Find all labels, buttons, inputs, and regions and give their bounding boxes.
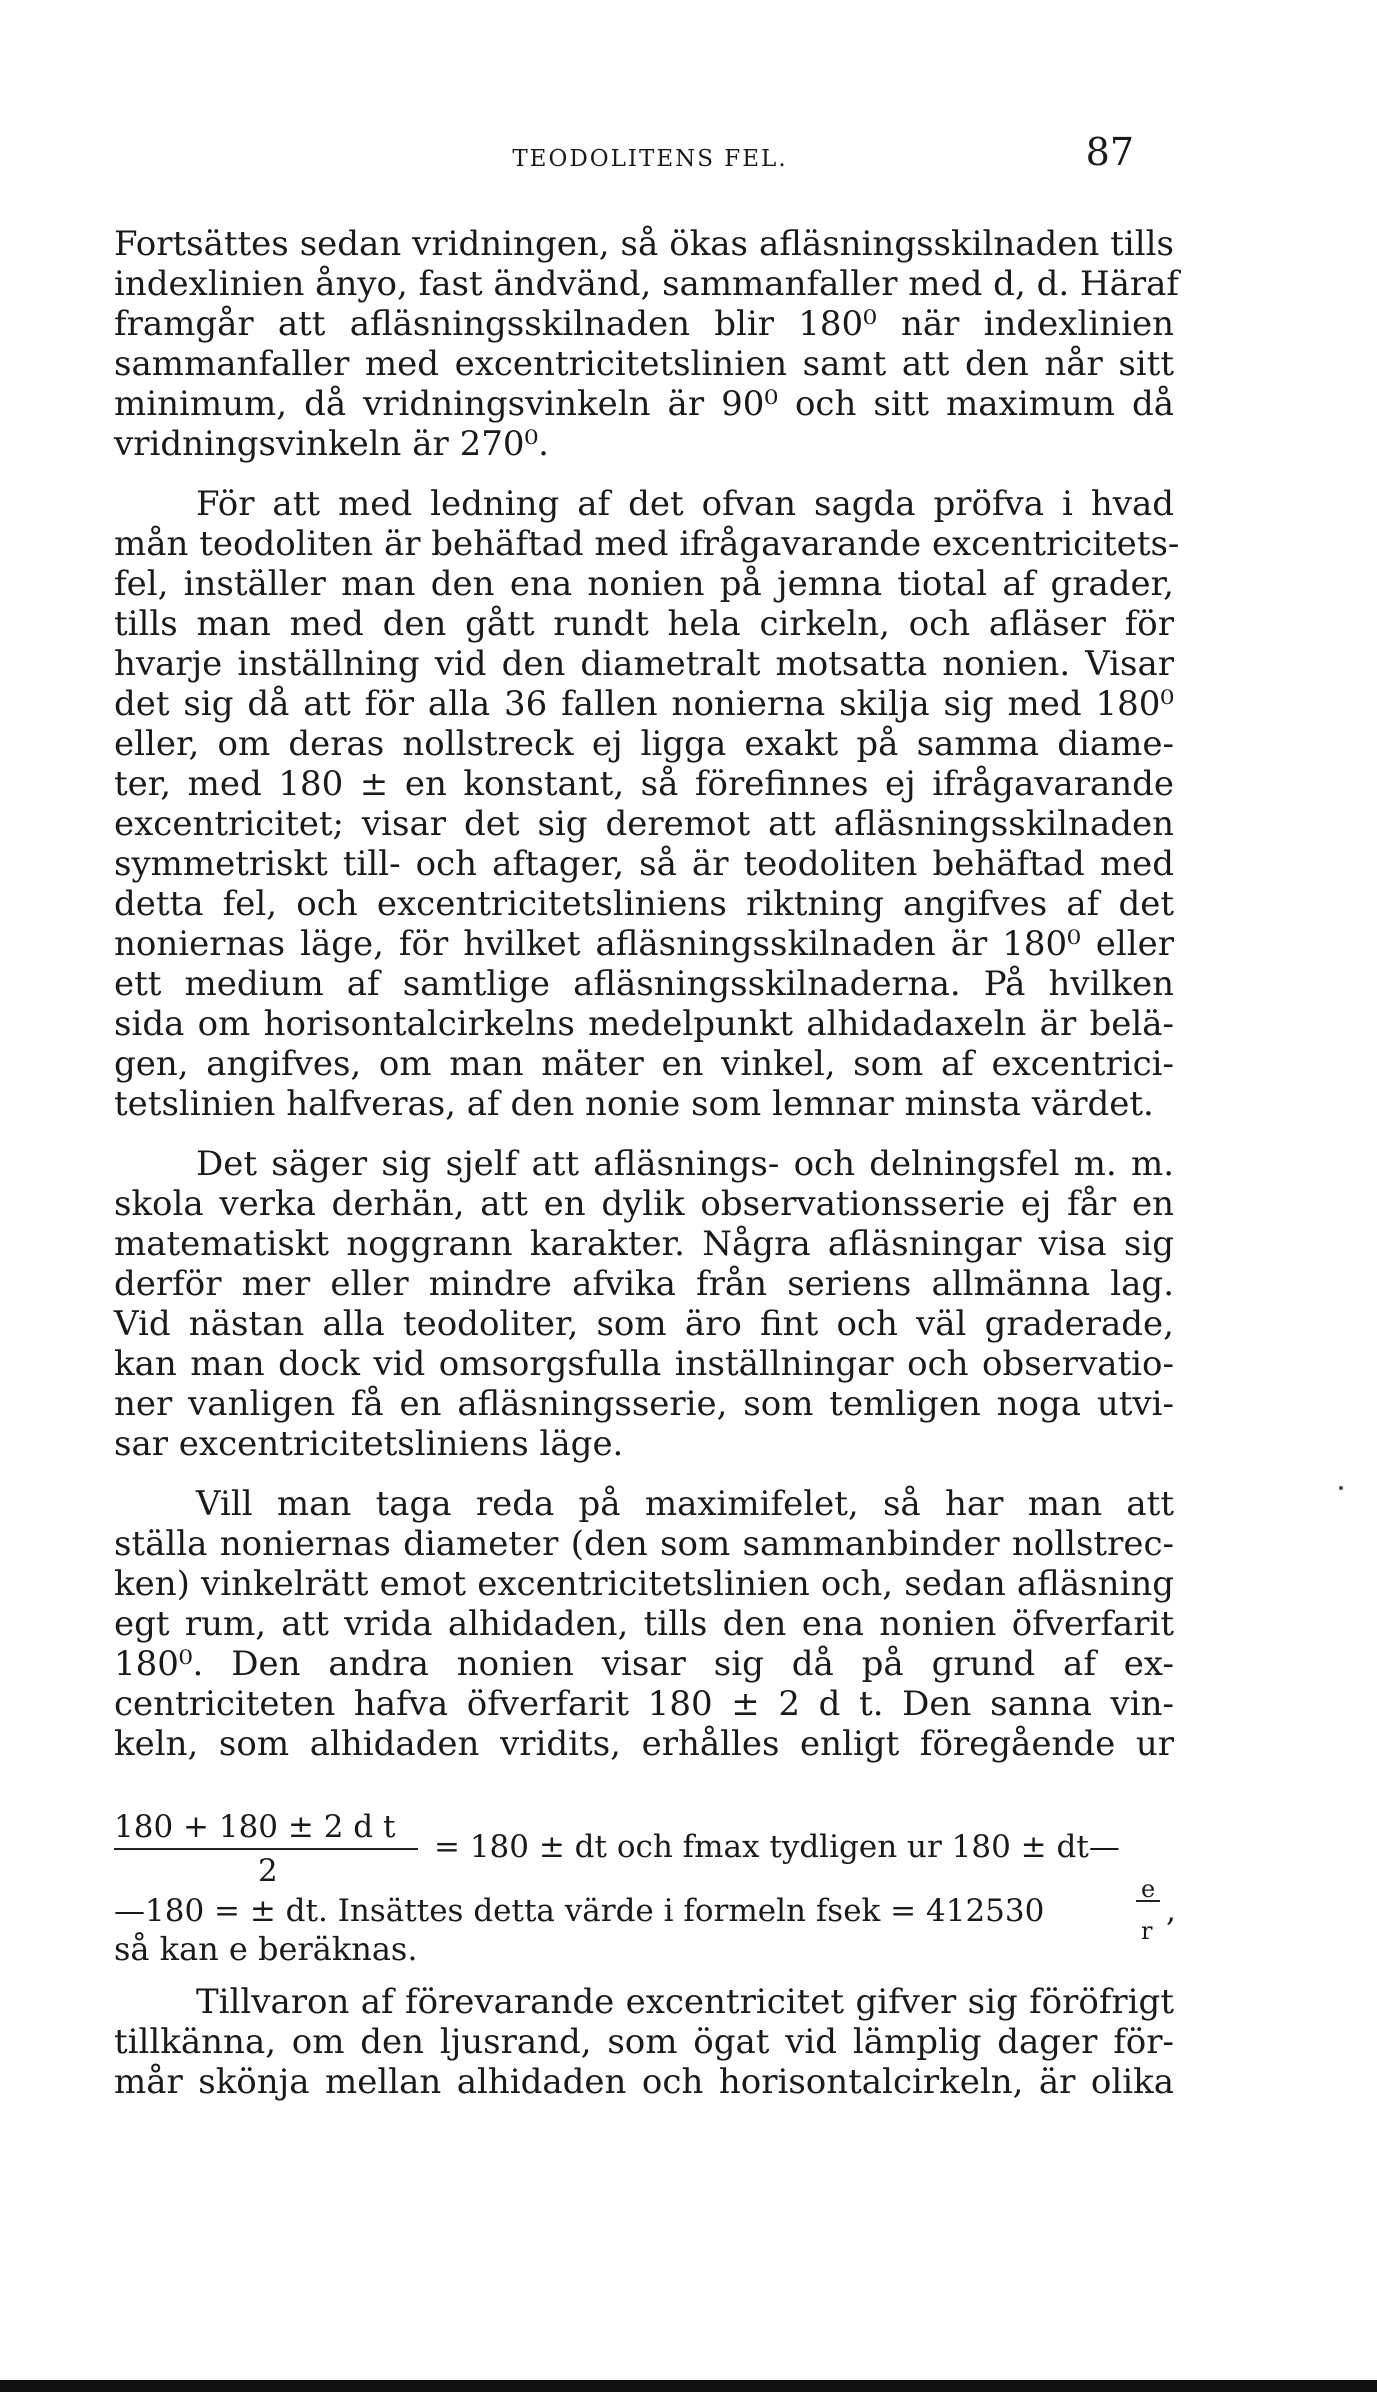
text-line: tetslinien halfveras, af den nonie som lemnar minsta värdet.: [114, 1084, 1154, 1124]
formula-denominator: 2: [258, 1853, 278, 1889]
fraction-bar: [114, 1848, 418, 1850]
text-line: keln, som alhidaden vridits, erhålles enligt föregående ur: [114, 1724, 1174, 1764]
text-line: Tillvaron af förevarande excentricitet gifver sig föröfrigt: [196, 1982, 1174, 2022]
text-line: mån teodoliten är behäftad med ifrågavarande excentricitets-: [114, 524, 1180, 564]
formula-line3: så kan e beräknas.: [114, 1930, 418, 1968]
text-line: Vill man taga reda på maximifelet, så har man att: [196, 1484, 1174, 1524]
text-line: derför mer eller mindre afvika från seriens allmänna lag.: [114, 1264, 1174, 1304]
formula-rest: = 180 ± dt och fmax tydligen ur 180 ± dt—: [434, 1829, 1120, 1865]
formula2-numerator: e: [1141, 1875, 1156, 1903]
formula-line2: —180 = ± dt. Insättes detta värde i formeln fsek = 412530: [114, 1893, 1045, 1929]
text-line: kan man dock vid omsorgsfulla inställningar och observatio-: [114, 1344, 1174, 1384]
text-line: mår skönja mellan alhidaden och horisontalcirkeln, är olika: [114, 2062, 1174, 2102]
text-line: fel, inställer man den ena nonien på jemna tiotal af grader,: [114, 564, 1174, 604]
text-line: Fortsättes sedan vridningen, så ökas afläsningsskilnaden tills: [114, 224, 1174, 264]
text-line: noniernas läge, för hvilket afläsningsskilnaden är 180⁰ eller: [114, 924, 1174, 964]
text-line: detta fel, och excentricitetsliniens riktning angifves af det: [114, 884, 1174, 924]
formula2-denominator: r: [1141, 1917, 1153, 1945]
text-line: ett medium af samtlige afläsningsskilnaderna. På hvilken: [114, 964, 1174, 1004]
text-line: centriciteten hafva öfverfarit 180 ± 2 d t. Den sanna vin-: [114, 1684, 1174, 1724]
text-line: ken) vinkelrätt emot excentricitetslinien och, sedan afläsning: [114, 1564, 1174, 1604]
formula2-fraction-bar: [1136, 1900, 1160, 1902]
text-line: skola verka derhän, att en dylik observationsserie ej får en: [114, 1184, 1174, 1224]
running-title: TEODOLITENS FEL.: [512, 146, 788, 172]
text-line: det sig då att för alla 36 fallen nonierna skilja sig med 180⁰: [114, 684, 1174, 724]
text-line: egt rum, att vrida alhidaden, tills den ena nonien öfverfarit: [114, 1604, 1174, 1644]
formula-numerator: 180 + 180 ± 2 d t: [114, 1809, 396, 1845]
text-line: vridningsvinkeln är 270⁰.: [114, 424, 549, 464]
text-line: Det säger sig sjelf att afläsnings- och delningsfel m. m.: [196, 1144, 1174, 1184]
text-line: ter, med 180 ± en konstant, så förefinnes ej ifrågavarande: [114, 764, 1174, 804]
text-line: tills man med den gått rundt hela cirkeln, och afläser för: [114, 604, 1174, 644]
text-line: gen, angifves, om man mäter en vinkel, som af excentrici-: [114, 1044, 1174, 1084]
text-line: 180⁰. Den andra nonien visar sig då på grund af ex-: [114, 1644, 1174, 1684]
formula2-comma: ,: [1166, 1893, 1176, 1929]
text-line: tillkänna, om den ljusrand, som ögat vid lämplig dager för-: [114, 2022, 1174, 2062]
text-line: sar excentricitetsliniens läge.: [114, 1424, 624, 1464]
text-line: excentricitet; visar det sig deremot att afläsningsskilnaden: [114, 804, 1174, 844]
text-line: ställa noniernas diameter (den som sammanbinder nollstrec-: [114, 1524, 1174, 1564]
text-line: sammanfaller med excentricitetslinien samt att den når sitt: [114, 344, 1174, 384]
text-line: hvarje inställning vid den diametralt motsatta nonien. Visar: [114, 644, 1174, 684]
text-line: framgår att afläsningsskilnaden blir 180⁰ när indexlinien: [114, 304, 1174, 344]
page-number: 87: [1085, 130, 1134, 174]
text-line: symmetriskt till- och aftager, så är teodoliten behäftad med: [114, 844, 1174, 884]
text-line: ner vanligen få en afläsningsserie, som temligen noga utvi-: [114, 1384, 1174, 1424]
text-line: matematiskt noggrann karakter. Några afläsningar visa sig: [114, 1224, 1174, 1264]
text-line: Vid nästan alla teodoliter, som äro fint och väl graderade,: [114, 1304, 1174, 1344]
text-line: indexlinien ånyo, fast ändvänd, sammanfaller med d, d. Häraf: [114, 264, 1179, 304]
text-line: För att med ledning af det ofvan sagda pröfva i hvad: [196, 484, 1174, 524]
scan-edge: [0, 2380, 1377, 2392]
text-line: minimum, då vridningsvinkeln är 90⁰ och sitt maximum då: [114, 384, 1174, 424]
print-speck: [1339, 1486, 1343, 1490]
text-line: eller, om deras nollstreck ej ligga exakt på samma diame-: [114, 724, 1174, 764]
text-line: sida om horisontalcirkelns medelpunkt alhidadaxeln är belä-: [114, 1004, 1174, 1044]
